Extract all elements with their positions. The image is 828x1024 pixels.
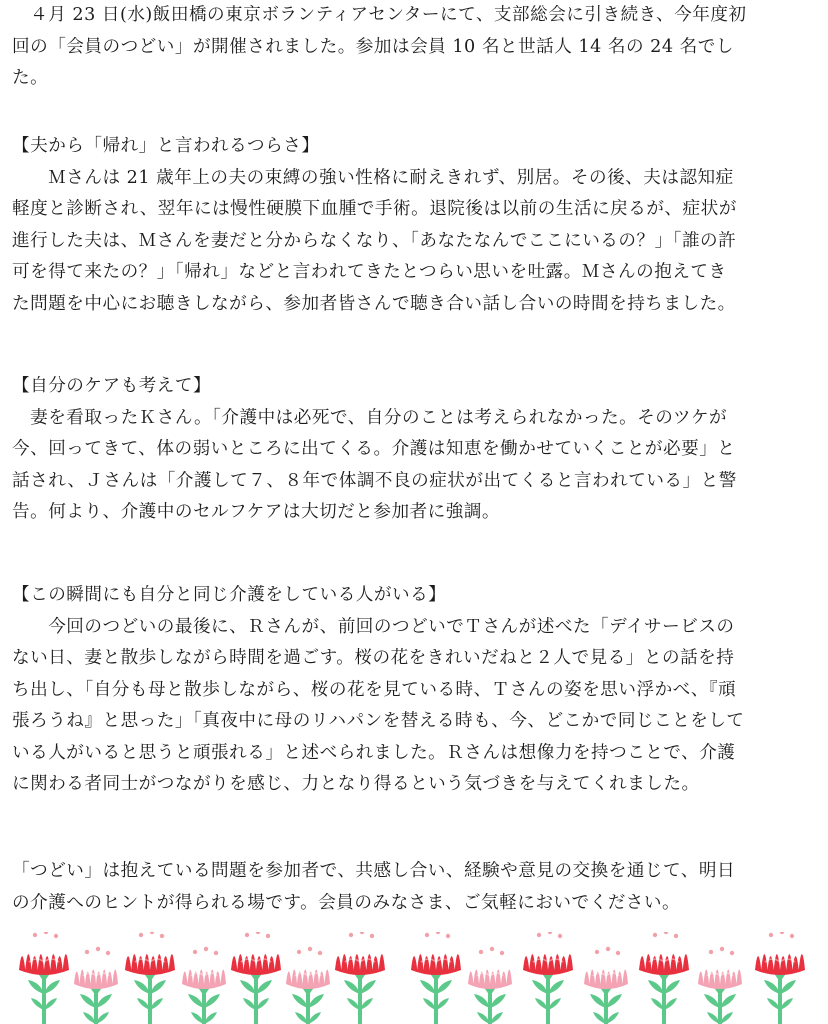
intro-line: ４月 23 日(水)飯田橋の東京ボランティアセンターにて、支部総会に引き続き、今年度初: [12, 5, 747, 25]
carnation-flower-border-icon: [0, 932, 828, 1024]
section-line: Ｍさんは 21 歳年上の夫の束縛の強い性格に耐えきれず、別居。その後、夫は認知症: [12, 167, 734, 188]
section-husband: [12, 131, 824, 320]
section-line: ち出し、「自分も母と散歩しながら、桜の花を見ている時、Ｔさんの姿を思い浮かべ、『頑: [12, 679, 737, 700]
red-carnation-icon: [755, 932, 805, 1024]
intro-line: 回の「会員のつどい」が開催されました。参加は会員 10 名と世話人 14 名の 24 名でし: [12, 36, 734, 57]
section-line: 軽度と診断され、翌年には慢性硬膜下血腫で手術。退院後は以前の生活に戻るが、症状が: [12, 199, 737, 219]
closing-line: の介護へのヒントが得られる場です。会員のみなさま、ご気軽においでください。: [12, 892, 681, 913]
red-carnation-icon: [335, 932, 385, 1024]
section-line: 張ろうね』と思った」「真夜中に母のリハパンを替える時も、今、どこかで同じことをして: [12, 711, 745, 731]
section-line: 今、回ってきて、体の弱いところに出てくる。介護は知恵を働かせていくことが必要」と: [12, 439, 736, 459]
closing-line: 「つどい」は抱えている問題を参加者で、共感し合い、経験や意見の交換を通じて、明日: [12, 861, 736, 881]
section-line: いる人がいると思うと頑張れる」と述べられました。Ｒさんは想像力を持つことで、介護: [12, 742, 736, 763]
section-line: 進行した夫は、Ｍさんを妻だと分からなくなり、「あなたなんでここにいるの？」「誰の許: [12, 230, 737, 251]
section-line: に関わる者同士がつながりを感じ、力となり得るという気づきを与えてくれました。: [12, 774, 700, 794]
section-selfcare: [12, 371, 824, 529]
section-heading: 【自分のケアも考えて】: [12, 376, 212, 396]
section-line: 可を得て来たの？」「帰れ」などと言われてきたとつらい思いを吐露。Ｍさんの抱えてき: [12, 262, 727, 282]
section-heading: 【夫から「帰れ」と言われるつらさ】: [12, 136, 320, 156]
section-line: 話され、Ｊさんは「介護して７、８年で体調不良の症状が出てくると言われている」と警: [12, 470, 737, 491]
pink-carnation-icon: [698, 947, 742, 1024]
section-line: た問題を中心にお聴きしながら、参加者皆さんで聴き合い話し合いの時間を持ちました。: [12, 293, 736, 314]
section-connection: [12, 580, 824, 801]
intro-line: た。: [12, 68, 49, 88]
section-line: 妻を看取ったＫさん。「介護中は必死で、自分のことは考えられなかった。そのツケが: [12, 407, 728, 428]
red-carnation-icon: [523, 932, 573, 1024]
intro-paragraph: [12, 0, 824, 95]
section-line: 告。何より、介護中のセルフケアは大切だと参加者に強調。: [12, 502, 501, 522]
pink-carnation-icon: [286, 947, 330, 1024]
red-carnation-icon: [231, 932, 281, 1024]
pink-carnation-icon: [182, 947, 226, 1024]
closing-paragraph: [12, 856, 824, 919]
red-carnation-icon: [19, 932, 69, 1024]
section-line: 今回のつどいの最後に、Ｒさんが、前回のつどいでＴさんが述べた「デイサービスの: [12, 616, 735, 637]
section-heading: 【この瞬間にも自分と同じ介護をしている人がいる】: [12, 585, 447, 605]
red-carnation-icon: [411, 932, 461, 1024]
section-line: ない日、妻と散歩しながら時間を過ごす。桜の花をきれいだねと２人で見る」との話を持: [12, 648, 735, 668]
red-carnation-icon: [639, 932, 689, 1024]
red-carnation-icon: [125, 932, 175, 1024]
pink-carnation-icon: [74, 947, 118, 1024]
pink-carnation-icon: [584, 947, 628, 1024]
pink-carnation-icon: [468, 947, 512, 1024]
